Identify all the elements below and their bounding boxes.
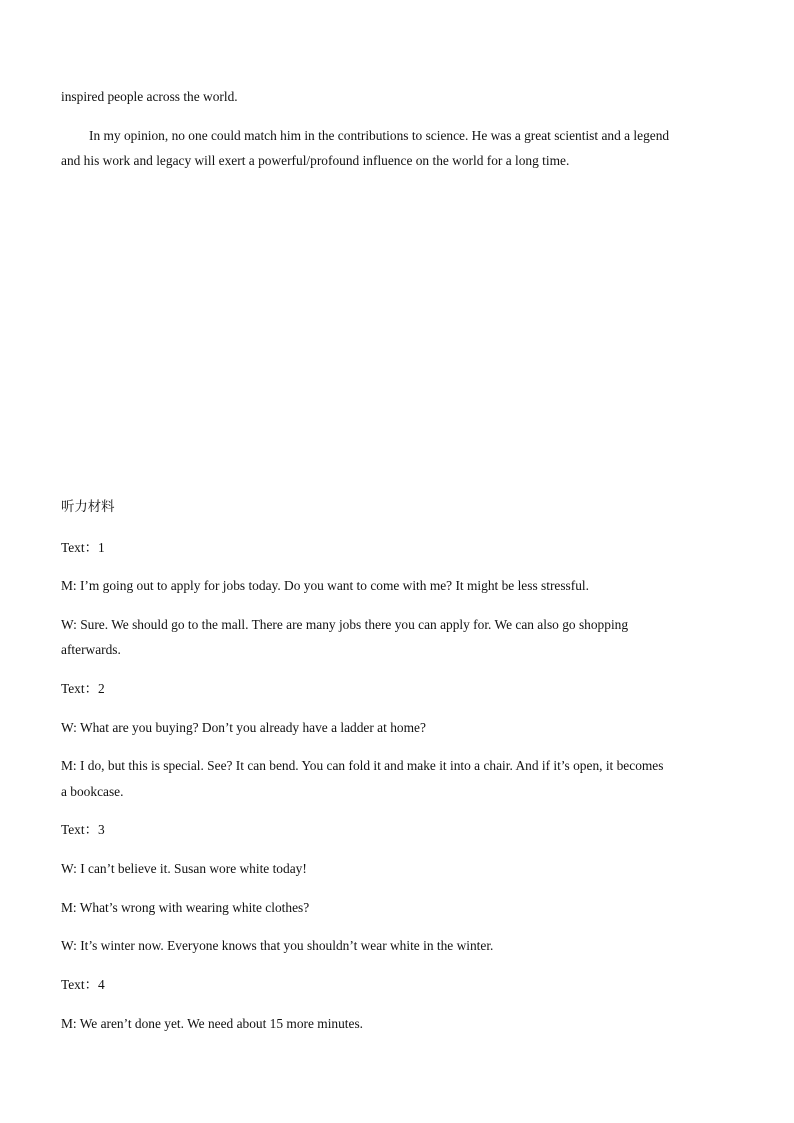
text1-man-line: M: I’m going out to apply for jobs today. Do you want to come with me? It might be less stressful. xyxy=(61,578,589,593)
text3-label: Text：3 xyxy=(61,822,105,837)
text2-label: Text：2 xyxy=(61,681,105,696)
text2-man-line-2: a bookcase. xyxy=(61,784,124,799)
essay-closing-line: inspired people across the world. xyxy=(61,89,238,104)
listening-heading: 听力材料 xyxy=(61,500,115,515)
text3-woman-line-1: W: I can’t believe it. Susan wore white today! xyxy=(61,861,307,876)
text3-man-line: M: What’s wrong with wearing white clothes? xyxy=(61,900,310,915)
text2-man-line-1: M: I do, but this is special. See? It can bend. You can fold it and make it into a chair. And if it’s open, it becomes xyxy=(61,758,664,773)
text1-label: Text：1 xyxy=(61,540,105,555)
essay-paragraph-line-2: and his work and legacy will exert a powerful/profound influence on the world for a long time. xyxy=(61,153,570,168)
essay-paragraph-line-1: In my opinion, no one could match him in the contributions to science. He was a great scientist and a legend xyxy=(89,128,670,143)
text4-man-line: M: We aren’t done yet. We need about 15 more minutes. xyxy=(61,1016,364,1031)
text2-woman-line: W: What are you buying? Don’t you already have a ladder at home? xyxy=(61,720,426,735)
text3-woman-line-2: W: It’s winter now. Everyone knows that you shouldn’t wear white in the winter. xyxy=(61,938,494,953)
text1-woman-line-2: afterwards. xyxy=(61,642,121,657)
text4-label: Text：4 xyxy=(61,977,105,992)
text1-woman-line-1: W: Sure. We should go to the mall. There are many jobs there you can apply for. We can also go shopping xyxy=(61,617,629,632)
